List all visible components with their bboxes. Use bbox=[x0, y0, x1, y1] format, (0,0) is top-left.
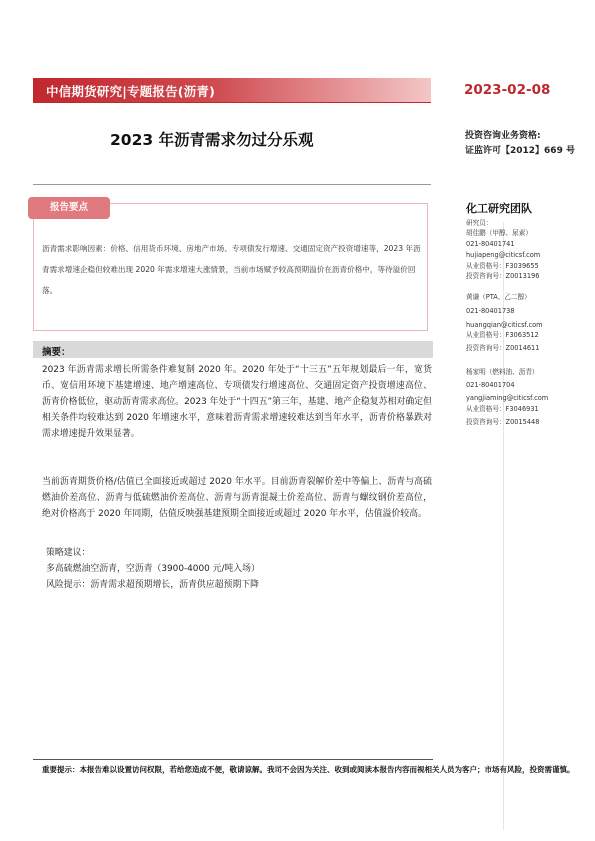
analyst-name: 胡佳鹏（甲醇、尿素） bbox=[466, 229, 532, 237]
report-date: 2023-02-08 bbox=[464, 82, 551, 98]
analyst-name: 杨家明（燃料油、沥青） bbox=[466, 368, 539, 376]
footer-divider bbox=[33, 759, 433, 760]
analyst-phone: 021-80401738 bbox=[466, 307, 515, 315]
header-underline bbox=[33, 102, 431, 103]
analyst-phone: 021-80401704 bbox=[466, 381, 515, 389]
abstract-heading-bar bbox=[33, 341, 433, 358]
license-line-1: 投资咨询业务资格: bbox=[465, 131, 541, 141]
analyst-email[interactable]: yangjiaming@citicsf.com bbox=[466, 394, 549, 402]
abstract-paragraph-2: 当前沥青期货价格/估值已全面接近或超过 2020 年水平。目前沥青裂解价差中等偏上、沥青与高硫燃油价差高位、沥青与低硫燃油价差高位、沥青与沥青混凝土价差高位、沥青与螺纹钢价差高位，绝对价格高于 2020 年同期，估值反映强基建预期全面接近或超过 2020 年水平，估值溢价较高。 bbox=[42, 477, 432, 519]
analyst-cert: 从业资格号：F3039655 bbox=[466, 262, 539, 270]
analyst-cert: 从业资格号：F3046931 bbox=[466, 405, 539, 413]
abstract-heading: 摘要： bbox=[42, 347, 71, 358]
risk-warning: 风险提示：沥青需求超预期增长，沥青供应超预期下降 bbox=[46, 580, 259, 590]
analyst-consult: 投资咨询号：Z0013196 bbox=[466, 272, 540, 280]
analyst-email[interactable]: huangqian@citicsf.com bbox=[466, 321, 543, 329]
analyst-email[interactable]: hujiapeng@citicsf.com bbox=[466, 251, 541, 259]
report-category-label: 中信期货研究|专题报告(沥青) bbox=[46, 84, 215, 99]
strategy-item: 多高硫燃油空沥青，空沥青（3900-4000 元/吨入场） bbox=[46, 564, 260, 574]
title-divider bbox=[33, 184, 431, 185]
abstract-paragraph-1: 2023 年沥青需求增长所需条件难复制 2020 年。2020 年处于“十三五”五年规划最后一年，宽货币、宽信用环境下基建增速、地产增速高位、专项债发行增速高位、交通固定资产投资增速高位、沥青价格低位，驱动沥青需求高位。2023 年处于“十四五”第三年，基建、地产企稳复苏相对确定但相关条件均较难达到 2020 年增速水平，意味着沥青需求增速较难达到当年水平，沥青价格暴跌对需求增速提升效果显著。 bbox=[42, 365, 432, 439]
strategy-label: 策略建议： bbox=[46, 548, 91, 558]
page-title: 2023 年沥青需求勿过分乐观 bbox=[110, 131, 314, 149]
summary-text: 沥青需求影响因素：价格、信用货币环境、房地产市场、专项债发行增速、交通固定资产投资增速等，2023 年沥青需求增速企稳但较难出现 2020 年需求增速大涨情景，当前市场赋予较高预期溢价在沥青价格中，等待溢价回落。 bbox=[42, 244, 421, 295]
analyst-consult: 投资咨询号：Z0014611 bbox=[466, 344, 540, 352]
analyst-cert: 从业资格号：F3063512 bbox=[466, 331, 539, 339]
summary-tab: 报告要点 bbox=[28, 197, 110, 219]
team-title: 化工研究团队 bbox=[466, 202, 532, 215]
researcher-label: 研究员： bbox=[466, 219, 493, 227]
analyst-phone: 021-80401741 bbox=[466, 240, 515, 248]
analyst-name: 黄谦（PTA、乙二醇） bbox=[466, 293, 531, 301]
license-line-2: 证监许可【2012】669 号 bbox=[465, 146, 575, 156]
analyst-consult: 投资咨询号：Z0015448 bbox=[466, 418, 540, 426]
footer-disclaimer: 重要提示：本报告难以设置访问权限，若给您造成不便，敬请谅解。我司不会因为关注、收到或阅读本报告内容而视相关人员为客户；市场有风险，投资需谨慎。 bbox=[42, 765, 575, 774]
